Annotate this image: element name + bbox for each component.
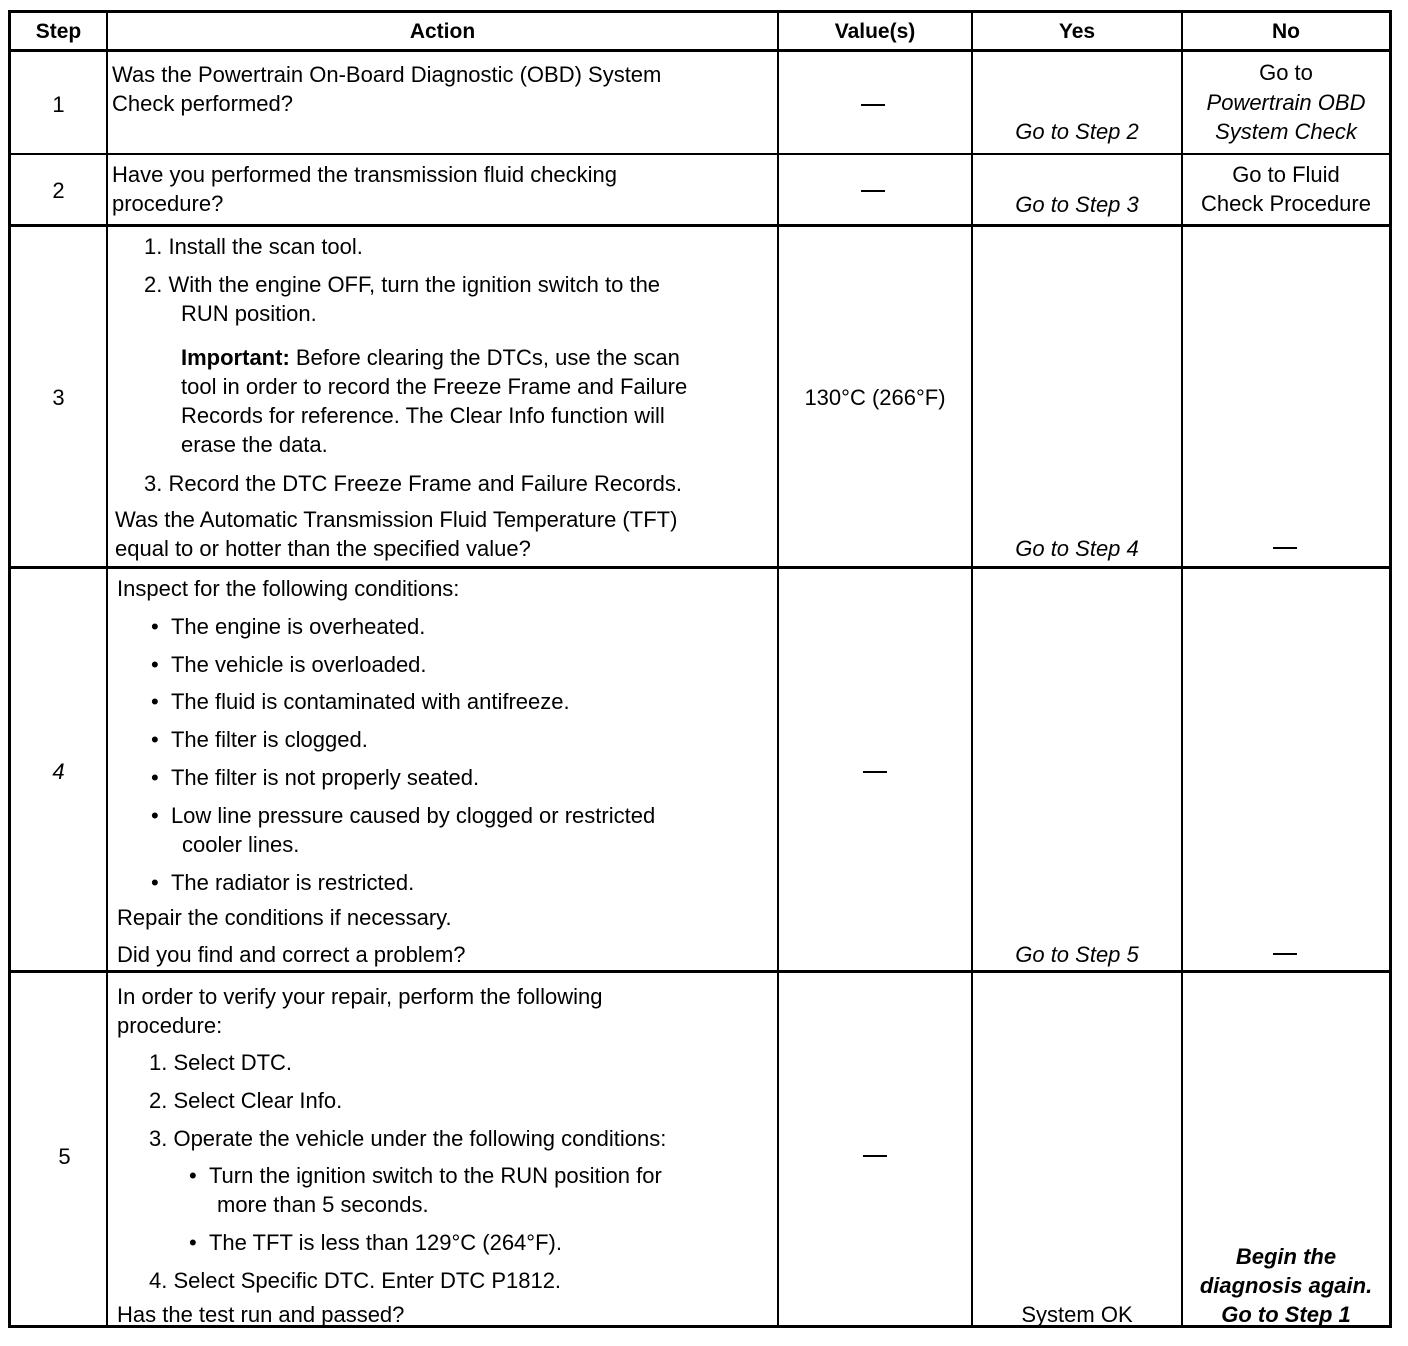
important-label: Important: [181,345,290,370]
bullet-text: Low line pressure caused by clogged or restricted [170,803,656,828]
no-link[interactable]: Check Procedure [1201,191,1371,216]
bullet-item [189,1228,562,1257]
bullet-icon: • [151,614,171,639]
bullet-text: The radiator is restricted. [170,870,415,895]
bullet-text: more than 5 seconds. [217,1192,429,1217]
no-link[interactable]: Begin the [1235,1244,1337,1269]
action-text: Have you performed the transmission fluid checking [112,162,618,187]
row-divider [11,970,1389,973]
bullet-icon: • [151,765,171,790]
row-divider [11,49,1389,52]
yes-link[interactable]: Go to Step 2 [1015,119,1139,144]
diagnostic-table [8,10,1392,1328]
important-text: Records for reference. The Clear Info function will [181,403,665,428]
yes-link[interactable]: Go to Step 3 [1015,192,1139,217]
header-yes: Yes [1058,20,1096,43]
header-values: Value(s) [834,20,916,43]
action-text: Inspect for the following conditions: [117,576,460,601]
value-dash [863,771,887,773]
value-dash [861,190,885,192]
step-number: 3 [52,385,65,410]
bullet-text: The TFT is less than 129°C (264°F). [208,1230,562,1255]
header-action: Action [409,20,476,43]
bullet-icon: • [151,727,171,752]
bullet-icon: • [151,652,171,677]
bullet-icon: • [151,870,171,895]
yes-link[interactable]: Go to Step 4 [1015,536,1139,561]
column-divider [106,13,108,1325]
no-link[interactable]: diagnosis again. [1199,1273,1373,1298]
list-item: 2. Select Clear Info. [149,1088,343,1113]
action-text: procedure: [117,1013,223,1038]
list-item: 2. With the engine OFF, turn the ignition switch to the [144,272,661,297]
bullet-text: The engine is overheated. [170,614,426,639]
row-divider [11,224,1389,227]
bullet-item [151,868,414,897]
important-text: erase the data. [181,432,328,457]
step-number: 1 [52,92,65,117]
action-question: Did you find and correct a problem? [117,942,466,967]
action-text: Check performed? [112,91,293,116]
step-number: 2 [52,178,65,203]
action-question: Was the Automatic Transmission Fluid Temperature (TFT) [115,507,678,532]
bullet-item [151,687,570,716]
bullet-item [151,725,368,754]
action-text: In order to verify your repair, perform the following [117,984,603,1009]
bullet-icon: • [189,1163,209,1188]
action-text: procedure? [112,191,224,216]
important-text: tool in order to record the Freeze Frame and Failure [181,374,688,399]
action-text: Was the Powertrain On-Board Diagnostic (OBD) System [112,62,662,87]
no-dash [1273,547,1297,549]
bullet-text: The vehicle is overloaded. [170,652,427,677]
action-question: equal to or hotter than the specified value? [115,536,531,561]
header-step: Step [35,20,82,43]
no-link[interactable]: Go to Fluid [1232,162,1340,187]
row-divider [11,153,1389,155]
bullet-text: Turn the ignition switch to the RUN position for [208,1163,662,1188]
yes-link[interactable]: Go to Step 5 [1015,942,1139,967]
action-text: Repair the conditions if necessary. [117,905,452,930]
list-item: 3. Record the DTC Freeze Frame and Failure Records. [144,471,682,496]
no-link[interactable]: System Check [1215,119,1357,144]
no-dash [1273,953,1297,955]
step-number: 4 [52,759,65,784]
bullet-text: The filter is clogged. [170,727,368,752]
bullet-icon: • [189,1230,209,1255]
specified-value: 130°C (266°F) [804,385,946,410]
value-dash [861,104,885,106]
bullet-item [151,650,427,679]
important-note [181,343,680,372]
list-item: 1. Select DTC. [149,1050,293,1075]
bullet-text: The fluid is contaminated with antifreeze. [170,689,570,714]
bullet-icon: • [151,689,171,714]
list-item: 4. Select Specific DTC. Enter DTC P1812. [149,1268,562,1293]
no-action-text: Go to [1259,60,1313,85]
list-item: RUN position. [181,301,317,326]
bullet-item [151,612,425,641]
no-link[interactable]: Powertrain OBD [1206,90,1366,115]
no-link[interactable]: Go to Step 1 [1221,1302,1351,1327]
yes-result: System OK [1021,1302,1133,1327]
important-text: Before clearing the DTCs, use the scan [289,345,680,370]
bullet-text: cooler lines. [182,832,300,857]
row-divider [11,566,1389,569]
bullet-item [151,801,655,830]
list-item: 3. Operate the vehicle under the following conditions: [149,1126,667,1151]
action-question: Has the test run and passed? [117,1302,405,1327]
column-divider [777,13,779,1325]
bullet-item [151,763,479,792]
bullet-icon: • [151,803,171,828]
list-item: 1. Install the scan tool. [144,234,363,259]
header-no: No [1272,20,1300,43]
bullet-item [189,1161,662,1190]
bullet-text: The filter is not properly seated. [170,765,480,790]
value-dash [863,1155,887,1157]
step-number: 5 [58,1144,71,1169]
